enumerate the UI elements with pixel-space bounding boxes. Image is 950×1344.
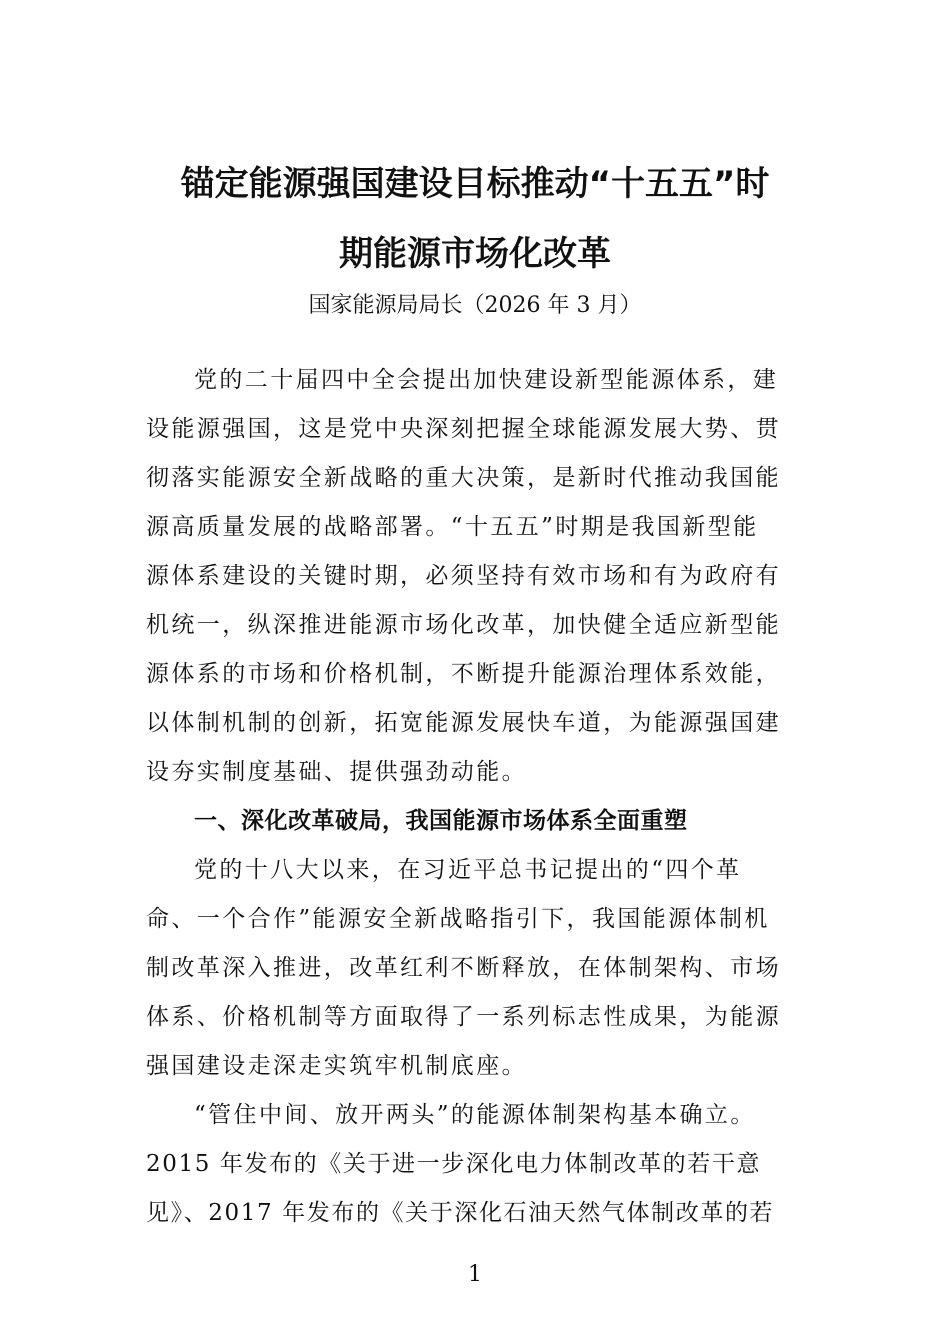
- byline: 国家能源局局长（2026 年 3 月）: [308, 293, 642, 318]
- document-title-line-1: 锚定能源强国建设目标推动“十五五”时: [180, 164, 770, 204]
- paragraph-1-line: 设夯实制度基础、提供强劲动能。: [146, 759, 527, 785]
- paragraph-1-line: 党的二十届四中全会提出加快建设新型能源体系，建: [194, 367, 779, 393]
- paragraph-1-line: 机统一，纵深推进能源市场化改革，加快健全适应新型能: [146, 612, 781, 638]
- paragraph-3-line: “管住中间、放开两头”的能源体制架构基本确立。: [194, 1102, 756, 1128]
- paragraph-1-line: 源高质量发展的战略部署。“十五五”时期是我国新型能: [146, 514, 759, 540]
- paragraph-3-line: 2015 年发布的《关于进一步深化电力体制改革的若干意: [146, 1151, 762, 1177]
- paragraph-2-line: 党的十八大以来，在习近平总书记提出的“四个革: [194, 857, 742, 883]
- paragraph-1-line: 彻落实能源安全新战略的重大决策，是新时代推动我国能: [146, 465, 781, 491]
- page-number: 1: [468, 1262, 482, 1287]
- paragraph-1-line: 设能源强国，这是党中央深刻把握全球能源发展大势、贯: [146, 416, 781, 442]
- paragraph-2-line: 命、一个合作”能源安全新战略指引下，我国能源体制机: [146, 906, 770, 932]
- paragraph-1-line: 源体系建设的关键时期，必须坚持有效市场和有为政府有: [146, 563, 781, 589]
- paragraph-1-line: 以体制机制的创新，拓宽能源发展快车道，为能源强国建: [146, 710, 781, 736]
- paragraph-1-line: 源体系的市场和价格机制，不断提升能源治理体系效能，: [146, 661, 781, 687]
- paragraph-2-line: 强国建设走深走实筑牢机制底座。: [146, 1053, 527, 1079]
- section-1-heading: 一、深化改革破局，我国能源市场体系全面重塑: [194, 808, 688, 834]
- paragraph-2-line: 制改革深入推进，改革红利不断释放，在体制架构、市场: [146, 955, 781, 981]
- document-title-line-2: 期能源市场化改革: [339, 234, 611, 274]
- paragraph-3-line: 见》、2017 年发布的《关于深化石油天然气体制改革的若: [146, 1200, 775, 1226]
- paragraph-2-line: 体系、价格机制等方面取得了一系列标志性成果，为能源: [146, 1004, 781, 1030]
